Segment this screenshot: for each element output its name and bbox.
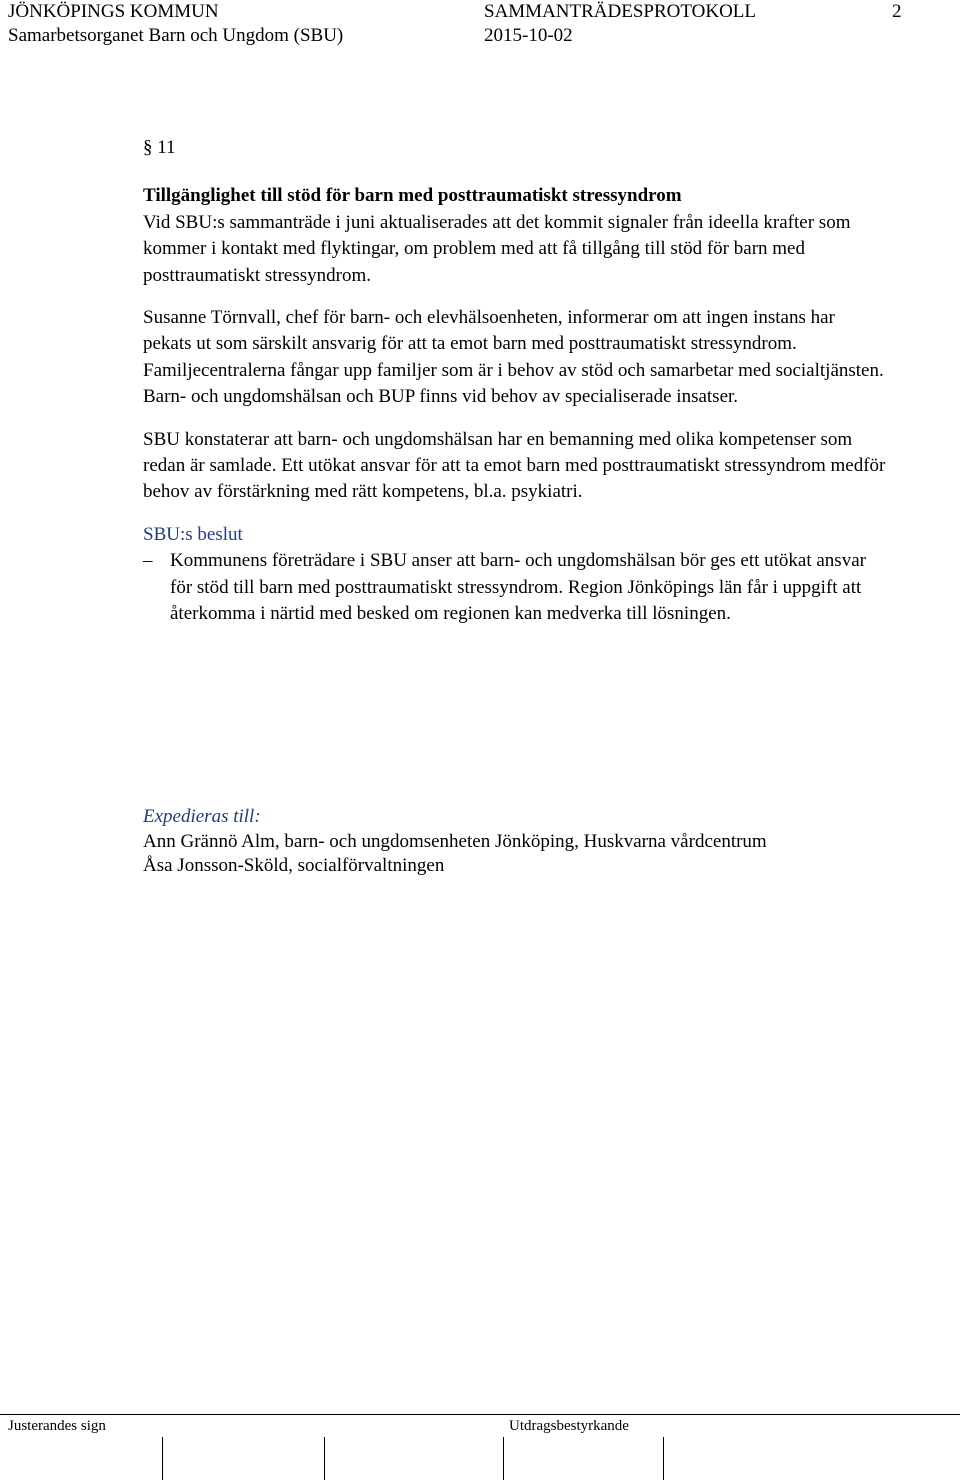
decision-text: Kommunens företrädare i SBU anser att barn- och ungdomshälsan bör ges ett utökat ansvar för stöd till barn med posttraumatiskt stressyndrom. Region Jönköpings län får i uppgift att återkomma i närtid med besked om regionen kan medverka till lösningen.	[170, 550, 866, 625]
expedited-block	[143, 805, 888, 879]
header-document-type: SAMMANTRÄDESPROTOKOLL	[484, 1, 757, 22]
header-date: 2015-10-02	[484, 25, 573, 46]
recipient-1: Ann Grännö Alm, barn- och ungdomsenheten Jönköping, Huskvarna vårdcentrum	[143, 830, 767, 852]
section-content	[143, 135, 888, 628]
decision-list-item	[143, 548, 888, 627]
signature-box-divider	[162, 1437, 163, 1480]
paragraph-information: Susanne Törnvall, chef för barn- och elevhälsoenheten, informerar om att ingen instans har pekats ut som särskilt ansvarig för att ta emot barn med posttraumatiskt stressyndrom. Familjecentralerna fångar upp familjer som är i behov av stöd och samarbetar med socialtjänsten. Barn- och ungdomshälsan och BUP finns vid behov av specialiserade insatser.	[143, 307, 884, 408]
section-number: § 11	[143, 137, 176, 158]
decision-heading: SBU:s beslut	[143, 523, 243, 545]
header-committee: Samarbetsorganet Barn och Ungdom (SBU)	[8, 25, 344, 46]
header-organization: JÖNKÖPINGS KOMMUN	[8, 1, 219, 22]
section-title: Tillgänglighet till stöd för barn med posttraumatiskt stressyndrom	[143, 185, 682, 207]
signature-box-divider	[324, 1437, 325, 1480]
expedited-heading: Expedieras till:	[143, 806, 261, 827]
signature-box-divider	[503, 1437, 504, 1480]
paragraph-background: Vid SBU:s sammanträde i juni aktualiserades att det kommit signaler från ideella krafter som kommer i kontakt med flyktingar, om problem med att få tillgång till stöd för barn med posttraumatiskt stressyndrom.	[143, 211, 851, 286]
header-page-number: 2	[892, 1, 902, 22]
footer-divider	[0, 1414, 960, 1415]
footer-utdragsbestyrkande: Utdragsbestyrkande	[509, 1418, 629, 1434]
decision-bullet: –	[143, 550, 153, 572]
signature-box-divider	[663, 1437, 664, 1480]
paragraph-conclusion: SBU konstaterar att barn- och ungdomshälsan har en bemanning med olika kompetenser som redan är samlade. Ett utökat ansvar för att ta emot barn med posttraumatiskt stressyndrom medför behov av förstärkning med rätt kompetens, bl.a. psykiatri.	[143, 428, 886, 503]
recipient-2: Åsa Jonsson-Sköld, socialförvaltningen	[143, 855, 445, 877]
footer-justerandes-sign: Justerandes sign	[8, 1418, 106, 1434]
